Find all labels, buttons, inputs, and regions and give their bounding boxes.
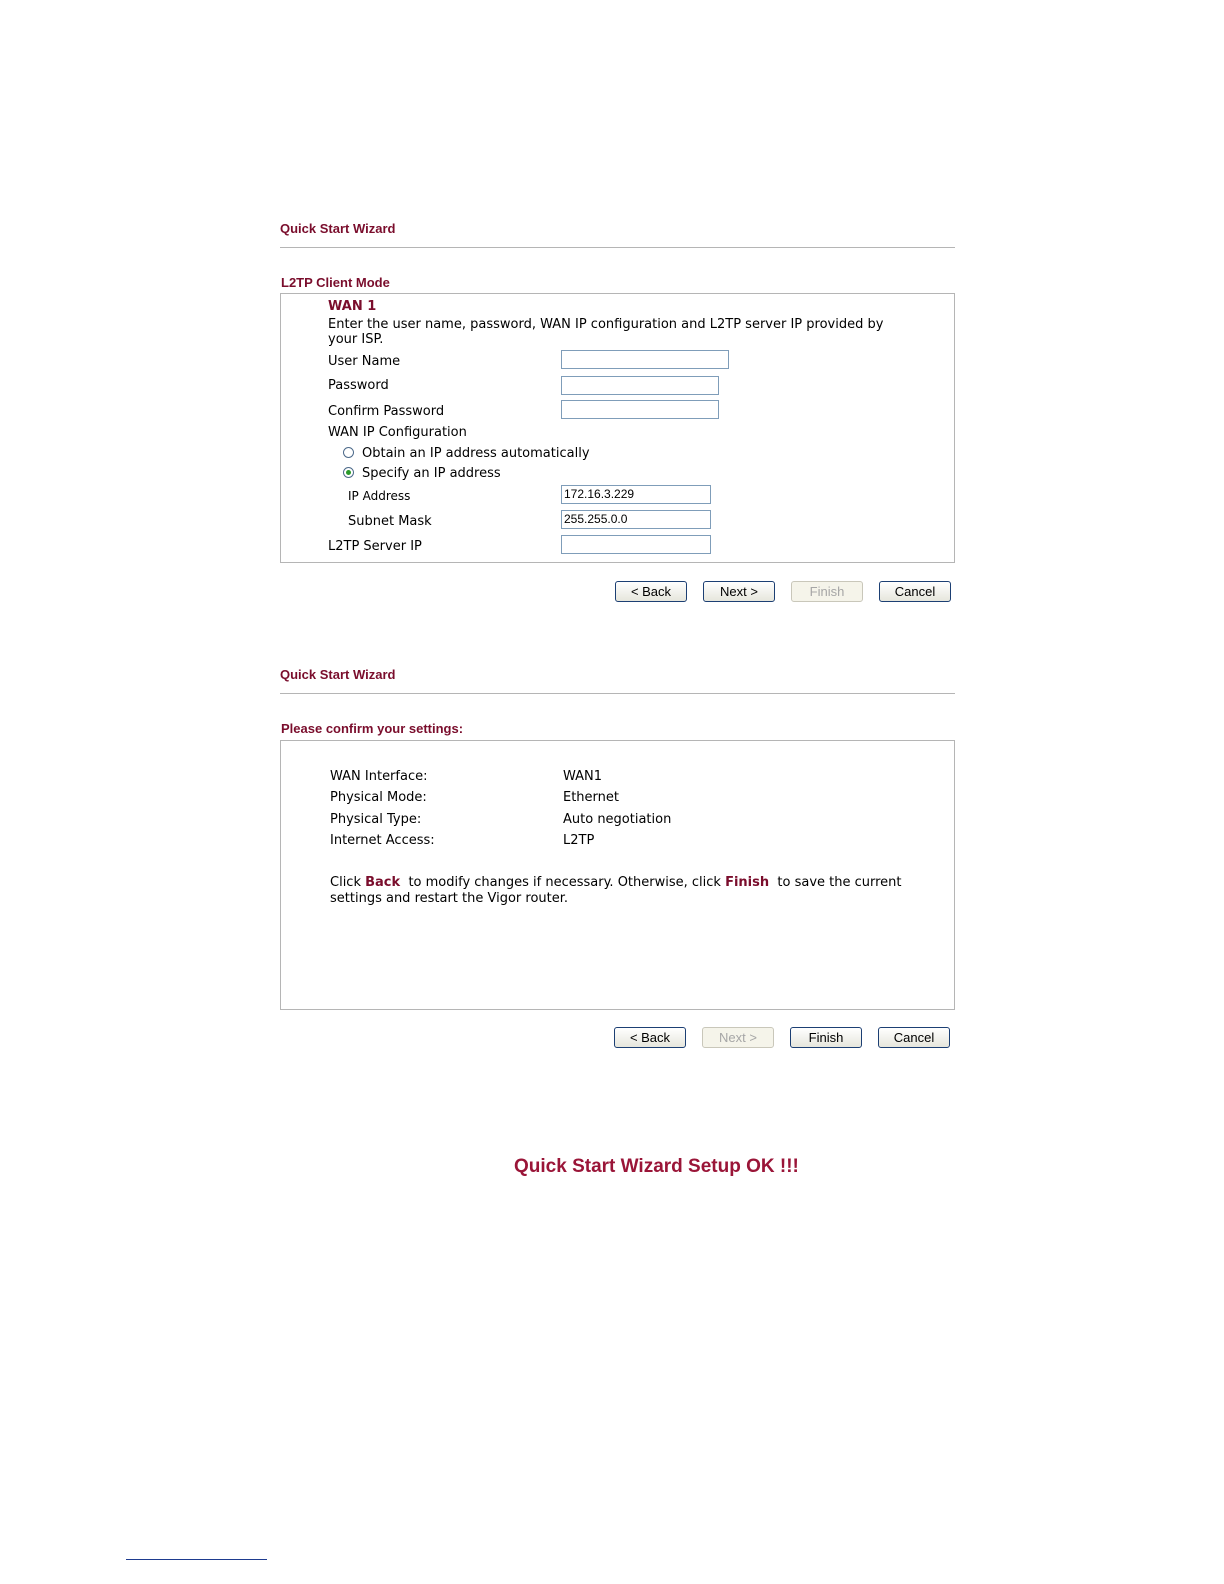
user-name-input[interactable] <box>561 350 729 369</box>
back-button[interactable]: < Back <box>615 581 687 602</box>
title-divider <box>280 693 955 694</box>
ip-address-input[interactable]: 172.16.3.229 <box>561 485 711 504</box>
row-label-physical-mode: Physical Mode: <box>330 790 427 805</box>
l2tp-server-ip-label: L2TP Server IP <box>328 539 422 554</box>
wizard-title: Quick Start Wizard <box>280 221 396 236</box>
wan-ip-config-label: WAN IP Configuration <box>328 425 467 440</box>
subnet-mask-input[interactable]: 255.255.0.0 <box>561 510 711 529</box>
password-label: Password <box>328 378 389 393</box>
intro-text-line1: Enter the user name, password, WAN IP configuration and L2TP server IP provided by <box>328 317 884 332</box>
finish-button: Finish <box>791 581 863 602</box>
note-end-text: to save the current <box>777 875 902 890</box>
wan-label: WAN 1 <box>328 299 377 314</box>
note-click-text: Click <box>330 875 361 890</box>
row-value-wan-interface: WAN1 <box>563 769 603 784</box>
wizard-title: Quick Start Wizard <box>280 667 396 682</box>
cancel-button[interactable]: Cancel <box>879 581 951 602</box>
finish-button[interactable]: Finish <box>790 1027 862 1048</box>
l2tp-settings-panel <box>280 293 955 563</box>
next-button: Next > <box>702 1027 774 1048</box>
row-value-internet-access: L2TP <box>563 833 595 848</box>
row-value-physical-mode: Ethernet <box>563 790 619 805</box>
confirm-note-line1 <box>330 875 902 890</box>
radio-specify-ip[interactable] <box>343 467 354 478</box>
row-value-physical-type: Auto negotiation <box>563 812 672 827</box>
row-label-internet-access: Internet Access: <box>330 833 435 848</box>
user-name-label: User Name <box>328 354 401 369</box>
subnet-mask-label: Subnet Mask <box>348 514 432 529</box>
password-input[interactable] <box>561 376 719 395</box>
confirm-password-input[interactable] <box>561 400 719 419</box>
confirm-settings-panel <box>280 740 955 1010</box>
note-back-highlight: Back <box>365 875 401 890</box>
row-label-wan-interface: WAN Interface: <box>330 769 428 784</box>
confirm-password-label: Confirm Password <box>328 404 445 419</box>
row-label-physical-type: Physical Type: <box>330 812 422 827</box>
next-button[interactable]: Next > <box>703 581 775 602</box>
footer-divider <box>126 1559 267 1560</box>
radio-specify-ip-label: Specify an IP address <box>362 466 501 481</box>
section-title-confirm: Please confirm your settings: <box>281 721 464 736</box>
section-title-l2tp: L2TP Client Mode <box>281 275 390 290</box>
cancel-button[interactable]: Cancel <box>878 1027 950 1048</box>
confirm-note-line2: settings and restart the Vigor router. <box>330 891 569 906</box>
l2tp-server-ip-input[interactable] <box>561 535 711 554</box>
radio-obtain-auto[interactable] <box>343 447 354 458</box>
note-mid-text: to modify changes if necessary. Otherwise, click <box>408 875 721 890</box>
setup-ok-message: Quick Start Wizard Setup OK !!! <box>514 1156 799 1177</box>
radio-obtain-auto-label: Obtain an IP address automatically <box>362 446 590 461</box>
title-divider <box>280 247 955 248</box>
ip-address-label: IP Address <box>348 489 411 503</box>
note-finish-highlight: Finish <box>725 875 770 890</box>
back-button[interactable]: < Back <box>614 1027 686 1048</box>
intro-text-line2: your ISP. <box>328 332 384 347</box>
